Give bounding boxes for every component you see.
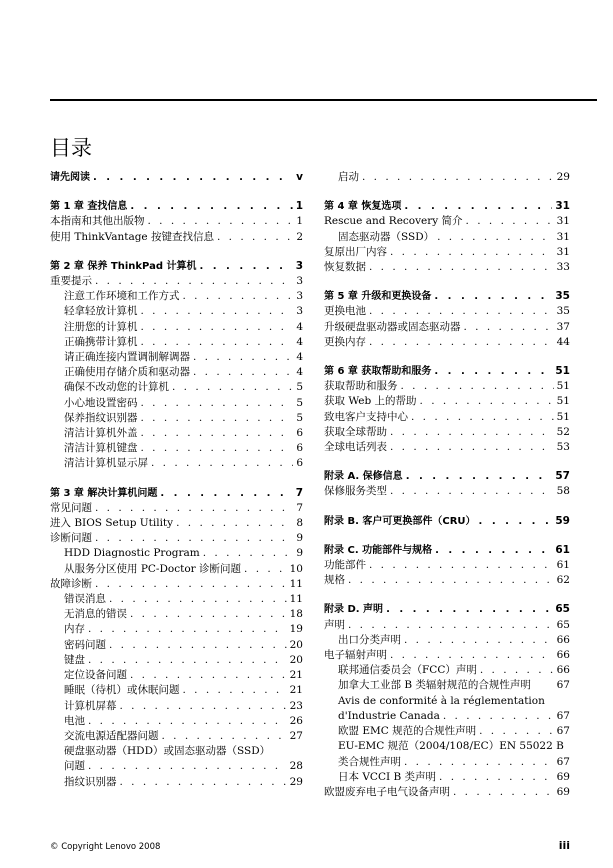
toc-entry-title: 定位设备问题 bbox=[64, 669, 127, 682]
toc-entry[interactable] bbox=[324, 755, 570, 770]
toc-entry-title: 请正确连接内置调制解调器 bbox=[64, 351, 190, 364]
toc-entry[interactable] bbox=[50, 562, 303, 577]
toc-entry-title: d'Industrie Canada bbox=[338, 709, 440, 722]
dot-leader bbox=[141, 396, 294, 411]
dot-leader bbox=[401, 379, 554, 394]
toc-entry[interactable] bbox=[50, 396, 303, 411]
dot-leader bbox=[162, 729, 287, 744]
section-gap bbox=[324, 588, 570, 602]
toc-entry-title: 密码问题 bbox=[64, 638, 106, 651]
toc-entry[interactable] bbox=[50, 335, 303, 350]
section-gap bbox=[324, 275, 570, 289]
dot-leader bbox=[439, 770, 554, 785]
dot-leader bbox=[183, 683, 287, 698]
toc-entry-title: Rescue and Recovery 简介 bbox=[324, 215, 463, 228]
toc-entry-title: 注意工作环境和工作方式 bbox=[64, 290, 180, 303]
toc-entry-page: 4 bbox=[296, 320, 303, 333]
dot-leader bbox=[406, 469, 553, 484]
dot-leader bbox=[404, 199, 552, 214]
toc-entry[interactable] bbox=[50, 320, 303, 335]
dot-leader bbox=[244, 562, 287, 577]
toc-entry-page: 58 bbox=[556, 485, 570, 498]
page-title: 目录 bbox=[50, 136, 92, 160]
toc-entry-title: 类合规性声明 bbox=[338, 755, 401, 768]
section-gap bbox=[324, 500, 570, 514]
toc-entry-title: 问题 bbox=[64, 760, 85, 773]
toc-entry[interactable] bbox=[324, 785, 570, 800]
toc-entry-title: 获取全球帮助 bbox=[324, 425, 387, 438]
toc-chapter-entry[interactable] bbox=[324, 602, 570, 617]
toc-entry[interactable] bbox=[50, 714, 303, 729]
toc-entry-title: 更换内存 bbox=[324, 335, 366, 348]
toc-entry-page: 9 bbox=[296, 532, 303, 545]
toc-entry-page: 2 bbox=[296, 230, 303, 243]
toc-chapter-entry[interactable] bbox=[50, 170, 303, 185]
toc-entry-continued: Avis de conformité à la réglementation bbox=[338, 694, 545, 707]
dot-leader bbox=[172, 380, 293, 395]
toc-entry[interactable] bbox=[50, 214, 303, 229]
toc-entry[interactable] bbox=[324, 320, 570, 335]
toc-entry[interactable] bbox=[324, 245, 570, 260]
toc-entry-title: 附录 C. 功能部件与规格 bbox=[324, 544, 433, 556]
toc-entry-title: 附录 D. 声明 bbox=[324, 604, 384, 616]
dot-leader bbox=[120, 699, 287, 714]
toc-entry-continued: EU-EMC 规范（2004/108/EC）EN 55022 B bbox=[338, 740, 564, 753]
toc-entry-page: 11 bbox=[289, 577, 303, 590]
top-rule bbox=[50, 99, 597, 101]
dot-leader bbox=[369, 558, 554, 573]
toc-entry-page: 62 bbox=[556, 574, 570, 587]
toc-entry-page: 66 bbox=[556, 633, 570, 646]
toc-entry-page: 27 bbox=[289, 729, 303, 742]
toc-entry-page: 33 bbox=[556, 261, 570, 274]
dot-leader bbox=[95, 501, 293, 516]
toc-entry-title: 启动 bbox=[338, 171, 359, 183]
toc-entry[interactable] bbox=[50, 456, 303, 471]
dot-leader bbox=[183, 289, 294, 304]
toc-entry[interactable] bbox=[324, 633, 570, 648]
toc-entry[interactable] bbox=[50, 759, 303, 774]
toc-entry-page: 31 bbox=[556, 215, 570, 228]
section-gap bbox=[324, 529, 570, 543]
toc-entry-title: 功能部件 bbox=[324, 559, 366, 572]
dot-leader bbox=[390, 484, 554, 499]
toc-entry-title: 附录 A. 保修信息 bbox=[324, 471, 403, 483]
toc-column-left bbox=[50, 170, 303, 790]
toc-entry-title: 重要提示 bbox=[50, 275, 92, 288]
toc-entry[interactable] bbox=[50, 411, 303, 426]
toc-entry[interactable] bbox=[50, 546, 303, 561]
dot-leader bbox=[479, 514, 553, 529]
toc-entry-page: 51 bbox=[556, 380, 570, 393]
toc-entry[interactable] bbox=[50, 501, 303, 516]
toc-entry-page: 31 bbox=[555, 200, 570, 213]
toc-entry-page: 5 bbox=[296, 381, 303, 394]
dot-leader bbox=[437, 230, 554, 245]
toc-entry-page: 20 bbox=[289, 653, 303, 666]
toc-entry-page: 6 bbox=[296, 427, 303, 440]
toc-entry[interactable] bbox=[50, 230, 303, 245]
toc-entry-title: 附录 B. 客户可更换部件（CRU） bbox=[324, 515, 476, 527]
toc-chapter-entry[interactable] bbox=[324, 199, 570, 214]
toc-entry[interactable] bbox=[324, 230, 570, 245]
dot-leader bbox=[193, 365, 293, 380]
toc-entry-page: 65 bbox=[556, 618, 570, 631]
toc-entry[interactable] bbox=[50, 592, 303, 607]
dot-leader bbox=[141, 335, 294, 350]
toc-entry[interactable] bbox=[324, 394, 570, 409]
dot-leader bbox=[464, 320, 554, 335]
dot-leader bbox=[160, 486, 292, 501]
toc-entry-page: 51 bbox=[556, 410, 570, 423]
toc-entry-title: 更换电池 bbox=[324, 305, 366, 318]
toc-entry-page: 21 bbox=[289, 684, 303, 697]
toc-entry-page: 53 bbox=[556, 441, 570, 454]
toc-chapter-entry[interactable] bbox=[324, 289, 570, 304]
toc-entry-page: 61 bbox=[556, 559, 570, 572]
dot-leader bbox=[390, 425, 554, 440]
toc-entry-title: 轻拿轻放计算机 bbox=[64, 305, 138, 318]
toc-entry-title: 注册您的计算机 bbox=[64, 320, 138, 333]
toc-entry[interactable] bbox=[324, 335, 570, 350]
toc-entry-page: 6 bbox=[296, 457, 303, 470]
toc-entry-title: 无消息的错误 bbox=[64, 608, 127, 621]
dot-leader bbox=[435, 543, 552, 558]
toc-entry[interactable] bbox=[50, 622, 303, 637]
toc-entry-page: 69 bbox=[556, 785, 570, 798]
toc-chapter-entry[interactable] bbox=[324, 364, 570, 379]
toc-entry[interactable] bbox=[50, 380, 303, 395]
dot-leader bbox=[176, 516, 293, 531]
toc-entry-page: 66 bbox=[556, 664, 570, 677]
toc-entry-title: 本指南和其他出版物 bbox=[50, 215, 145, 228]
dot-leader bbox=[95, 274, 293, 289]
toc-entry-page: 18 bbox=[289, 608, 303, 621]
toc-entry-title: HDD Diagnostic Program bbox=[64, 547, 200, 560]
toc-entry-title: 正确使用存储介质和驱动器 bbox=[64, 366, 190, 379]
toc-entry[interactable] bbox=[324, 440, 570, 455]
dot-leader bbox=[193, 350, 293, 365]
toc-entry-page: 37 bbox=[556, 320, 570, 333]
toc-entry-title: 欧盟废弃电子电气设备声明 bbox=[324, 785, 450, 798]
toc-entry-page: 7 bbox=[295, 486, 303, 499]
toc-entry-page: 29 bbox=[556, 171, 570, 183]
dot-leader bbox=[120, 775, 287, 790]
dot-leader bbox=[466, 214, 554, 229]
toc-entry[interactable] bbox=[324, 425, 570, 440]
toc-entry-page: 21 bbox=[289, 669, 303, 682]
toc-entry-title: 错误消息 bbox=[64, 593, 106, 606]
dot-leader bbox=[390, 440, 554, 455]
dot-leader bbox=[404, 633, 554, 648]
toc-entry-title: 交流电源适配器问题 bbox=[64, 729, 159, 742]
toc-entry-title: 使用 ThinkVantage 按键查找信息 bbox=[50, 230, 214, 243]
toc-entry-title: 第 6 章 获取帮助和服务 bbox=[324, 366, 432, 378]
dot-leader bbox=[141, 441, 294, 456]
dot-leader bbox=[390, 648, 554, 663]
toc-entry-title: 确保不改动您的计算机 bbox=[64, 381, 169, 394]
dot-leader bbox=[479, 724, 554, 739]
toc-entry-page: 52 bbox=[556, 425, 570, 438]
dot-leader bbox=[453, 785, 554, 800]
dot-leader bbox=[141, 320, 294, 335]
toc-entry[interactable] bbox=[50, 274, 303, 289]
dot-leader bbox=[369, 304, 554, 319]
toc-entry[interactable] bbox=[324, 678, 570, 693]
dot-leader bbox=[480, 663, 554, 678]
dot-leader bbox=[93, 170, 293, 185]
toc-entry-page: v bbox=[296, 171, 303, 183]
dot-leader bbox=[141, 411, 294, 426]
toc-entry-title: 键盘 bbox=[64, 653, 85, 666]
toc-entry[interactable] bbox=[50, 350, 303, 365]
dot-leader bbox=[420, 394, 554, 409]
toc-entry-page: 4 bbox=[296, 366, 303, 379]
dot-leader bbox=[199, 259, 292, 274]
dot-leader bbox=[411, 410, 554, 425]
toc-entry-page: 6 bbox=[296, 442, 303, 455]
toc-entry[interactable] bbox=[50, 441, 303, 456]
toc-chapter-entry[interactable] bbox=[50, 259, 303, 274]
toc-entry[interactable] bbox=[324, 648, 570, 663]
toc-entry-title: 电子辐射声明 bbox=[324, 649, 387, 662]
dot-leader bbox=[203, 546, 294, 561]
toc-entry[interactable] bbox=[324, 170, 570, 185]
toc-entry-title: 保养指纹识别器 bbox=[64, 411, 138, 424]
toc-entry[interactable] bbox=[324, 770, 570, 785]
toc-entry-title: 出口分类声明 bbox=[338, 633, 401, 646]
toc-entry-page: 66 bbox=[556, 649, 570, 662]
toc-entry[interactable] bbox=[324, 618, 570, 633]
dot-leader bbox=[88, 714, 287, 729]
dot-leader bbox=[95, 531, 293, 546]
dot-leader bbox=[434, 364, 552, 379]
toc-entry-page: 35 bbox=[555, 290, 570, 303]
toc-entry-title: 全球电话列表 bbox=[324, 441, 387, 454]
toc-entry[interactable] bbox=[324, 304, 570, 319]
toc-entry-page: 19 bbox=[289, 623, 303, 636]
toc-entry-title: 第 3 章 解决计算机问题 bbox=[50, 487, 158, 499]
toc-entry-title: 第 2 章 保养 ThinkPad 计算机 bbox=[50, 260, 197, 272]
toc-entry[interactable] bbox=[324, 379, 570, 394]
toc-entry[interactable] bbox=[50, 653, 303, 668]
toc-entry[interactable] bbox=[324, 410, 570, 425]
dot-leader bbox=[386, 602, 552, 617]
toc-column-right bbox=[324, 170, 570, 800]
toc-entry-page: 11 bbox=[289, 593, 303, 606]
dot-leader bbox=[141, 426, 294, 441]
toc-entry-title: 获取 Web 上的帮助 bbox=[324, 395, 417, 408]
toc-chapter-entry[interactable] bbox=[324, 543, 570, 558]
toc-entry-title: 欧盟 EMC 规范的合规性声明 bbox=[338, 725, 477, 738]
toc-entry-title: 第 4 章 恢复选项 bbox=[324, 201, 402, 213]
toc-entry-title: 正确携带计算机 bbox=[64, 335, 138, 348]
toc-entry[interactable] bbox=[50, 638, 303, 653]
toc-entry[interactable] bbox=[324, 558, 570, 573]
toc-entry-title: 故障诊断 bbox=[50, 577, 92, 590]
toc-entry-title: 内存 bbox=[64, 623, 85, 636]
dot-leader bbox=[88, 622, 287, 637]
toc-entry-page: 67 bbox=[556, 755, 570, 768]
toc-entry-page: 3 bbox=[296, 305, 303, 318]
toc-entry[interactable] bbox=[324, 724, 570, 739]
toc-entry-page: 67 bbox=[556, 679, 570, 692]
toc-entry-page: 31 bbox=[556, 245, 570, 258]
toc-entry-page: 3 bbox=[295, 259, 303, 272]
toc-entry-page: 23 bbox=[289, 699, 303, 712]
toc-entry-title: 进入 BIOS Setup Utility bbox=[50, 517, 174, 530]
toc-entry-title: 请先阅读 bbox=[50, 172, 90, 183]
toc-entry-page: 61 bbox=[555, 543, 570, 556]
toc-entry-page: 69 bbox=[556, 770, 570, 783]
toc-entry[interactable] bbox=[324, 214, 570, 229]
dot-leader bbox=[109, 638, 287, 653]
section-gap bbox=[50, 472, 303, 486]
toc-entry-page: 26 bbox=[289, 714, 303, 727]
dot-leader bbox=[88, 653, 287, 668]
toc-entry-title: 保修服务类型 bbox=[324, 485, 387, 498]
toc-entry[interactable] bbox=[50, 531, 303, 546]
dot-leader bbox=[348, 573, 554, 588]
toc-entry-page: 10 bbox=[289, 562, 303, 575]
toc-chapter-entry[interactable] bbox=[50, 486, 303, 501]
toc-entry-title: 升级硬盘驱动器或固态驱动器 bbox=[324, 320, 461, 333]
toc-entry-page: 29 bbox=[289, 775, 303, 788]
dot-leader bbox=[369, 260, 554, 275]
toc-entry-page: 65 bbox=[555, 603, 570, 616]
toc-entry-page: 67 bbox=[556, 725, 570, 738]
copyright-footer: © Copyright Lenovo 2008 bbox=[50, 842, 161, 852]
toc-entry-title: 小心地设置密码 bbox=[64, 396, 138, 409]
dot-leader bbox=[443, 709, 554, 724]
toc-entry[interactable] bbox=[50, 683, 303, 698]
toc-entry[interactable] bbox=[324, 484, 570, 499]
section-gap bbox=[324, 455, 570, 469]
toc-entry-title: 声明 bbox=[324, 618, 345, 631]
toc-entry-page: 4 bbox=[296, 335, 303, 348]
toc-chapter-entry[interactable] bbox=[50, 199, 303, 214]
toc-entry-title: 清洁计算机显示屏 bbox=[64, 457, 148, 470]
toc-entry-page: 1 bbox=[295, 200, 303, 213]
toc-entry[interactable] bbox=[50, 365, 303, 380]
toc-entry-page: 44 bbox=[556, 335, 570, 348]
toc-entry[interactable] bbox=[324, 573, 570, 588]
toc-entry-title: 加拿大工业部 B 类辐射规范的合规性声明 bbox=[338, 679, 531, 692]
toc-entry-title: 电池 bbox=[64, 714, 85, 727]
toc-entry-page: 57 bbox=[555, 470, 570, 483]
toc-chapter-entry[interactable] bbox=[324, 514, 570, 529]
toc-entry-title: 恢复数据 bbox=[324, 261, 366, 274]
toc-entry[interactable] bbox=[50, 426, 303, 441]
toc-entry-page: 9 bbox=[296, 547, 303, 560]
toc-entry-title: 复原出厂内容 bbox=[324, 245, 387, 258]
dot-leader bbox=[88, 759, 287, 774]
toc-chapter-entry[interactable] bbox=[324, 469, 570, 484]
dot-leader bbox=[369, 335, 554, 350]
toc-entry-page: 59 bbox=[555, 514, 570, 527]
toc-entry-title: 致电客户支持中心 bbox=[324, 410, 408, 423]
toc-entry-page: 35 bbox=[556, 305, 570, 318]
toc-entry-page: 67 bbox=[556, 709, 570, 722]
toc-entry-page: 3 bbox=[296, 290, 303, 303]
section-gap bbox=[324, 185, 570, 199]
toc-entry-page: 8 bbox=[296, 517, 303, 530]
dot-leader bbox=[130, 668, 287, 683]
toc-entry-title: 常见问题 bbox=[50, 501, 92, 514]
toc-entry-title: 清洁计算机键盘 bbox=[64, 442, 138, 455]
toc-entry[interactable] bbox=[324, 709, 570, 724]
toc-entry-page: 31 bbox=[556, 230, 570, 243]
toc-entry-title: 从服务分区使用 PC-Doctor 诊断问题 bbox=[64, 562, 242, 575]
toc-entry[interactable] bbox=[50, 775, 303, 790]
toc-entry[interactable] bbox=[50, 516, 303, 531]
toc-entry[interactable] bbox=[50, 289, 303, 304]
toc-entry-title: 第 1 章 查找信息 bbox=[50, 201, 128, 213]
toc-entry[interactable] bbox=[50, 729, 303, 744]
dot-leader bbox=[404, 755, 554, 770]
toc-entry[interactable] bbox=[50, 699, 303, 714]
toc-entry[interactable] bbox=[324, 663, 570, 678]
toc-entry-page: 4 bbox=[296, 351, 303, 364]
toc-entry-title: 清洁计算机外盖 bbox=[64, 427, 138, 440]
toc-entry[interactable] bbox=[324, 260, 570, 275]
dot-leader bbox=[130, 199, 292, 214]
dot-leader bbox=[151, 456, 293, 471]
toc-entry-title: 规格 bbox=[324, 574, 345, 587]
toc-entry-page: 5 bbox=[296, 411, 303, 424]
dot-leader bbox=[348, 618, 554, 633]
toc-entry-page: 20 bbox=[289, 638, 303, 651]
toc-entry-page: 1 bbox=[296, 215, 303, 228]
section-gap bbox=[50, 245, 303, 259]
page-number: iii bbox=[558, 839, 570, 852]
section-gap bbox=[50, 185, 303, 199]
dot-leader bbox=[130, 607, 287, 622]
toc-entry-title: 第 5 章 升级和更换设备 bbox=[324, 291, 432, 303]
dot-leader bbox=[362, 170, 554, 185]
toc-entry-title: 睡眠（待机）或休眠问题 bbox=[64, 684, 180, 697]
toc-entry-page: 5 bbox=[296, 396, 303, 409]
toc-entry-page: 3 bbox=[296, 275, 303, 288]
toc-entry-title: 指纹识别器 bbox=[64, 775, 117, 788]
toc-entry-title: 计算机屏幕 bbox=[64, 699, 117, 712]
toc-entry-title: 联邦通信委员会（FCC）声明 bbox=[338, 664, 477, 677]
toc-entry-title: 固态驱动器（SSD） bbox=[338, 230, 435, 243]
dot-leader bbox=[95, 577, 287, 592]
dot-leader bbox=[148, 214, 294, 229]
dot-leader bbox=[390, 245, 554, 260]
dot-leader bbox=[217, 230, 293, 245]
toc-entry-title: 诊断问题 bbox=[50, 532, 92, 545]
dot-leader bbox=[434, 289, 552, 304]
toc-entry[interactable] bbox=[50, 304, 303, 319]
toc-entry[interactable] bbox=[50, 668, 303, 683]
section-gap bbox=[324, 350, 570, 364]
toc-entry-title: 获取帮助和服务 bbox=[324, 380, 398, 393]
toc-entry[interactable] bbox=[50, 577, 303, 592]
dot-leader bbox=[109, 592, 287, 607]
toc-entry-page: 7 bbox=[296, 501, 303, 514]
toc-entry-page: 28 bbox=[289, 760, 303, 773]
toc-entry[interactable] bbox=[50, 607, 303, 622]
toc-entry-title: 日本 VCCI B 类声明 bbox=[338, 770, 437, 783]
dot-leader bbox=[141, 304, 294, 319]
toc-entry-page: 51 bbox=[555, 365, 570, 378]
toc-entry-page: 51 bbox=[556, 395, 570, 408]
toc-entry-continued: 硬盘驱动器（HDD）或固态驱动器（SSD） bbox=[64, 745, 271, 758]
